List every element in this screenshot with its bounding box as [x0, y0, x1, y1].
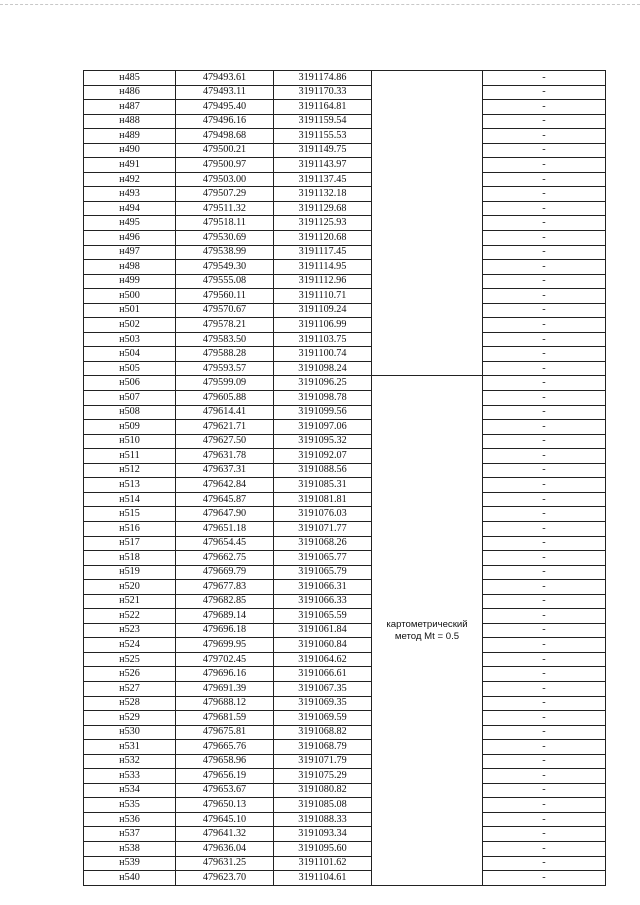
- point-id-cell: н530: [84, 725, 176, 740]
- table-row: [84, 536, 606, 551]
- y-coordinate-cell: 3191098.24: [274, 361, 372, 376]
- x-coordinate-cell: 479696.18: [176, 623, 274, 638]
- y-coordinate-cell: 3191066.61: [274, 667, 372, 682]
- table-row: [84, 449, 606, 464]
- note-cell: -: [483, 405, 606, 420]
- point-id-cell: н488: [84, 114, 176, 129]
- point-id-cell: н520: [84, 580, 176, 595]
- x-coordinate-cell: 479511.32: [176, 201, 274, 216]
- note-cell: -: [483, 318, 606, 333]
- y-coordinate-cell: 3191076.03: [274, 507, 372, 522]
- x-coordinate-cell: 479682.85: [176, 594, 274, 609]
- y-coordinate-cell: 3191103.75: [274, 332, 372, 347]
- point-id-cell: н508: [84, 405, 176, 420]
- y-coordinate-cell: 3191069.35: [274, 696, 372, 711]
- point-id-cell: н535: [84, 798, 176, 813]
- table-row: [84, 754, 606, 769]
- point-id-cell: н506: [84, 376, 176, 391]
- y-coordinate-cell: 3191064.62: [274, 652, 372, 667]
- point-id-cell: н503: [84, 332, 176, 347]
- y-coordinate-cell: 3191095.60: [274, 841, 372, 856]
- note-cell: -: [483, 303, 606, 318]
- y-coordinate-cell: 3191101.62: [274, 856, 372, 871]
- point-id-cell: н498: [84, 260, 176, 275]
- y-coordinate-cell: 3191114.95: [274, 260, 372, 275]
- note-cell: -: [483, 711, 606, 726]
- y-coordinate-cell: 3191071.79: [274, 754, 372, 769]
- x-coordinate-cell: 479493.11: [176, 85, 274, 100]
- y-coordinate-cell: 3191061.84: [274, 623, 372, 638]
- y-coordinate-cell: 3191110.71: [274, 289, 372, 304]
- y-coordinate-cell: 3191093.34: [274, 827, 372, 842]
- y-coordinate-cell: 3191095.32: [274, 434, 372, 449]
- point-id-cell: н524: [84, 638, 176, 653]
- table-row: [84, 71, 606, 86]
- note-cell: -: [483, 216, 606, 231]
- note-cell: -: [483, 231, 606, 246]
- point-id-cell: н526: [84, 667, 176, 682]
- y-coordinate-cell: 3191112.96: [274, 274, 372, 289]
- table-row: [84, 623, 606, 638]
- y-coordinate-cell: 3191120.68: [274, 231, 372, 246]
- note-cell: -: [483, 507, 606, 522]
- table-row: [84, 332, 606, 347]
- point-id-cell: н500: [84, 289, 176, 304]
- point-id-cell: н519: [84, 565, 176, 580]
- note-cell: -: [483, 100, 606, 115]
- y-coordinate-cell: 3191129.68: [274, 201, 372, 216]
- table-row: [84, 740, 606, 755]
- table-row: [84, 521, 606, 536]
- x-coordinate-cell: 479588.28: [176, 347, 274, 362]
- note-cell: -: [483, 696, 606, 711]
- y-coordinate-cell: 3191155.53: [274, 129, 372, 144]
- table-row: [84, 100, 606, 115]
- point-id-cell: н516: [84, 521, 176, 536]
- table-row: [84, 216, 606, 231]
- note-cell: -: [483, 681, 606, 696]
- point-id-cell: н486: [84, 85, 176, 100]
- point-id-cell: н492: [84, 172, 176, 187]
- method-label-line2: метод Mt = 0.5: [394, 630, 460, 642]
- table-row: [84, 681, 606, 696]
- y-coordinate-cell: 3191068.82: [274, 725, 372, 740]
- x-coordinate-cell: 479498.68: [176, 129, 274, 144]
- point-id-cell: н528: [84, 696, 176, 711]
- point-id-cell: н540: [84, 871, 176, 886]
- point-id-cell: н499: [84, 274, 176, 289]
- x-coordinate-cell: 479500.21: [176, 143, 274, 158]
- table-row: [84, 318, 606, 333]
- y-coordinate-cell: 3191080.82: [274, 783, 372, 798]
- method-label-line1: картометрический: [386, 619, 468, 631]
- note-cell: -: [483, 594, 606, 609]
- x-coordinate-cell: 479645.10: [176, 812, 274, 827]
- y-coordinate-cell: 3191092.07: [274, 449, 372, 464]
- point-id-cell: н532: [84, 754, 176, 769]
- table-row: [84, 420, 606, 435]
- note-cell: -: [483, 565, 606, 580]
- x-coordinate-cell: 479583.50: [176, 332, 274, 347]
- point-id-cell: н529: [84, 711, 176, 726]
- point-id-cell: н533: [84, 769, 176, 784]
- y-coordinate-cell: 3191067.35: [274, 681, 372, 696]
- table-row: [84, 361, 606, 376]
- point-id-cell: н521: [84, 594, 176, 609]
- point-id-cell: н509: [84, 420, 176, 435]
- table-row: [84, 478, 606, 493]
- point-id-cell: н523: [84, 623, 176, 638]
- x-coordinate-cell: 479642.84: [176, 478, 274, 493]
- table-row: [84, 769, 606, 784]
- x-coordinate-cell: 479496.16: [176, 114, 274, 129]
- x-coordinate-cell: 479530.69: [176, 231, 274, 246]
- x-coordinate-cell: 479631.78: [176, 449, 274, 464]
- x-coordinate-cell: 479605.88: [176, 391, 274, 406]
- x-coordinate-cell: 479518.11: [176, 216, 274, 231]
- x-coordinate-cell: 479560.11: [176, 289, 274, 304]
- y-coordinate-cell: 3191069.59: [274, 711, 372, 726]
- note-cell: -: [483, 841, 606, 856]
- x-coordinate-cell: 479645.87: [176, 492, 274, 507]
- table-row: [84, 507, 606, 522]
- note-cell: -: [483, 187, 606, 202]
- point-id-cell: н511: [84, 449, 176, 464]
- table-row: [84, 303, 606, 318]
- note-cell: -: [483, 289, 606, 304]
- point-id-cell: н525: [84, 652, 176, 667]
- x-coordinate-cell: 479681.59: [176, 711, 274, 726]
- y-coordinate-cell: 3191066.31: [274, 580, 372, 595]
- note-cell: -: [483, 376, 606, 391]
- method-cell-empty: [372, 71, 483, 376]
- x-coordinate-cell: 479636.04: [176, 841, 274, 856]
- note-cell: -: [483, 754, 606, 769]
- point-id-cell: н505: [84, 361, 176, 376]
- point-id-cell: н539: [84, 856, 176, 871]
- note-cell: -: [483, 652, 606, 667]
- note-cell: -: [483, 143, 606, 158]
- point-id-cell: н489: [84, 129, 176, 144]
- point-id-cell: н518: [84, 551, 176, 566]
- scan-edge-noise: [0, 4, 640, 9]
- point-id-cell: н493: [84, 187, 176, 202]
- coordinates-table: [83, 70, 606, 886]
- point-id-cell: н497: [84, 245, 176, 260]
- note-cell: -: [483, 274, 606, 289]
- y-coordinate-cell: 3191170.33: [274, 85, 372, 100]
- point-id-cell: н538: [84, 841, 176, 856]
- table-row: [84, 580, 606, 595]
- x-coordinate-cell: 479691.39: [176, 681, 274, 696]
- x-coordinate-cell: 479662.75: [176, 551, 274, 566]
- y-coordinate-cell: 3191096.25: [274, 376, 372, 391]
- note-cell: -: [483, 391, 606, 406]
- x-coordinate-cell: 479658.96: [176, 754, 274, 769]
- point-id-cell: н514: [84, 492, 176, 507]
- table-row: [84, 783, 606, 798]
- point-id-cell: н504: [84, 347, 176, 362]
- x-coordinate-cell: 479650.13: [176, 798, 274, 813]
- y-coordinate-cell: 3191099.56: [274, 405, 372, 420]
- note-cell: -: [483, 129, 606, 144]
- point-id-cell: н510: [84, 434, 176, 449]
- y-coordinate-cell: 3191071.77: [274, 521, 372, 536]
- x-coordinate-cell: 479637.31: [176, 463, 274, 478]
- note-cell: -: [483, 332, 606, 347]
- x-coordinate-cell: 479699.95: [176, 638, 274, 653]
- table-row: [84, 841, 606, 856]
- table-row: [84, 638, 606, 653]
- y-coordinate-cell: 3191117.45: [274, 245, 372, 260]
- y-coordinate-cell: 3191075.29: [274, 769, 372, 784]
- note-cell: -: [483, 245, 606, 260]
- y-coordinate-cell: 3191125.93: [274, 216, 372, 231]
- y-coordinate-cell: 3191085.08: [274, 798, 372, 813]
- table-row: [84, 696, 606, 711]
- x-coordinate-cell: 479688.12: [176, 696, 274, 711]
- y-coordinate-cell: 3191068.79: [274, 740, 372, 755]
- table-row: [84, 812, 606, 827]
- table-row: [84, 172, 606, 187]
- note-cell: -: [483, 420, 606, 435]
- note-cell: -: [483, 434, 606, 449]
- note-cell: -: [483, 667, 606, 682]
- y-coordinate-cell: 3191159.54: [274, 114, 372, 129]
- table-row: [84, 231, 606, 246]
- note-cell: -: [483, 856, 606, 871]
- point-id-cell: н507: [84, 391, 176, 406]
- y-coordinate-cell: 3191085.31: [274, 478, 372, 493]
- table-row: [84, 652, 606, 667]
- point-id-cell: н537: [84, 827, 176, 842]
- point-id-cell: н531: [84, 740, 176, 755]
- y-coordinate-cell: 3191143.97: [274, 158, 372, 173]
- y-coordinate-cell: 3191065.59: [274, 609, 372, 624]
- y-coordinate-cell: 3191097.06: [274, 420, 372, 435]
- table-row: [84, 551, 606, 566]
- x-coordinate-cell: 479641.32: [176, 827, 274, 842]
- y-coordinate-cell: 3191137.45: [274, 172, 372, 187]
- table-row: [84, 871, 606, 886]
- note-cell: -: [483, 463, 606, 478]
- table-row: [84, 594, 606, 609]
- note-cell: -: [483, 827, 606, 842]
- x-coordinate-cell: 479669.79: [176, 565, 274, 580]
- note-cell: -: [483, 449, 606, 464]
- y-coordinate-cell: 3191068.26: [274, 536, 372, 551]
- note-cell: -: [483, 623, 606, 638]
- note-cell: -: [483, 536, 606, 551]
- x-coordinate-cell: 479549.30: [176, 260, 274, 275]
- x-coordinate-cell: 479677.83: [176, 580, 274, 595]
- note-cell: -: [483, 638, 606, 653]
- x-coordinate-cell: 479578.21: [176, 318, 274, 333]
- point-id-cell: н527: [84, 681, 176, 696]
- table-row: [84, 463, 606, 478]
- x-coordinate-cell: 479599.09: [176, 376, 274, 391]
- table-row: [84, 856, 606, 871]
- method-cell: [372, 376, 483, 885]
- y-coordinate-cell: 3191065.77: [274, 551, 372, 566]
- table-row: [84, 434, 606, 449]
- table-row: [84, 114, 606, 129]
- x-coordinate-cell: 479647.90: [176, 507, 274, 522]
- y-coordinate-cell: 3191132.18: [274, 187, 372, 202]
- table-row: [84, 143, 606, 158]
- x-coordinate-cell: 479621.71: [176, 420, 274, 435]
- point-id-cell: н487: [84, 100, 176, 115]
- table-row: [84, 274, 606, 289]
- note-cell: -: [483, 201, 606, 216]
- x-coordinate-cell: 479623.70: [176, 871, 274, 886]
- x-coordinate-cell: 479689.14: [176, 609, 274, 624]
- y-coordinate-cell: 3191149.75: [274, 143, 372, 158]
- y-coordinate-cell: 3191174.86: [274, 71, 372, 86]
- x-coordinate-cell: 479653.67: [176, 783, 274, 798]
- table-row: [84, 129, 606, 144]
- note-cell: -: [483, 740, 606, 755]
- note-cell: -: [483, 478, 606, 493]
- note-cell: -: [483, 71, 606, 86]
- table-row: [84, 260, 606, 275]
- point-id-cell: н490: [84, 143, 176, 158]
- note-cell: -: [483, 725, 606, 740]
- table-row: [84, 711, 606, 726]
- coordinates-table-body: [84, 71, 606, 886]
- x-coordinate-cell: 479503.00: [176, 172, 274, 187]
- x-coordinate-cell: 479614.41: [176, 405, 274, 420]
- point-id-cell: н491: [84, 158, 176, 173]
- point-id-cell: н515: [84, 507, 176, 522]
- point-id-cell: н501: [84, 303, 176, 318]
- note-cell: -: [483, 521, 606, 536]
- note-cell: -: [483, 871, 606, 886]
- table-row: [84, 492, 606, 507]
- table-row: [84, 725, 606, 740]
- point-id-cell: н534: [84, 783, 176, 798]
- x-coordinate-cell: 479570.67: [176, 303, 274, 318]
- x-coordinate-cell: 479656.19: [176, 769, 274, 784]
- note-cell: -: [483, 172, 606, 187]
- x-coordinate-cell: 479702.45: [176, 652, 274, 667]
- x-coordinate-cell: 479654.45: [176, 536, 274, 551]
- table-row: [84, 565, 606, 580]
- table-row: [84, 827, 606, 842]
- y-coordinate-cell: 3191100.74: [274, 347, 372, 362]
- x-coordinate-cell: 479493.61: [176, 71, 274, 86]
- note-cell: -: [483, 609, 606, 624]
- note-cell: -: [483, 769, 606, 784]
- table-row: [84, 376, 606, 391]
- table-row: [84, 391, 606, 406]
- table-row: [84, 158, 606, 173]
- x-coordinate-cell: 479696.16: [176, 667, 274, 682]
- point-id-cell: н513: [84, 478, 176, 493]
- y-coordinate-cell: 3191066.33: [274, 594, 372, 609]
- y-coordinate-cell: 3191088.56: [274, 463, 372, 478]
- x-coordinate-cell: 479500.97: [176, 158, 274, 173]
- note-cell: -: [483, 361, 606, 376]
- y-coordinate-cell: 3191065.79: [274, 565, 372, 580]
- note-cell: -: [483, 783, 606, 798]
- y-coordinate-cell: 3191164.81: [274, 100, 372, 115]
- table-row: [84, 405, 606, 420]
- point-id-cell: н522: [84, 609, 176, 624]
- note-cell: -: [483, 551, 606, 566]
- x-coordinate-cell: 479593.57: [176, 361, 274, 376]
- table-row: [84, 798, 606, 813]
- table-row: [84, 187, 606, 202]
- note-cell: -: [483, 85, 606, 100]
- x-coordinate-cell: 479665.76: [176, 740, 274, 755]
- point-id-cell: н502: [84, 318, 176, 333]
- table-row: [84, 609, 606, 624]
- x-coordinate-cell: 479675.81: [176, 725, 274, 740]
- note-cell: -: [483, 347, 606, 362]
- y-coordinate-cell: 3191081.81: [274, 492, 372, 507]
- x-coordinate-cell: 479651.18: [176, 521, 274, 536]
- y-coordinate-cell: 3191109.24: [274, 303, 372, 318]
- point-id-cell: н512: [84, 463, 176, 478]
- x-coordinate-cell: 479555.08: [176, 274, 274, 289]
- table-row: [84, 347, 606, 362]
- point-id-cell: н517: [84, 536, 176, 551]
- point-id-cell: н494: [84, 201, 176, 216]
- y-coordinate-cell: 3191104.61: [274, 871, 372, 886]
- y-coordinate-cell: 3191060.84: [274, 638, 372, 653]
- x-coordinate-cell: 479631.25: [176, 856, 274, 871]
- note-cell: -: [483, 580, 606, 595]
- note-cell: -: [483, 260, 606, 275]
- note-cell: -: [483, 492, 606, 507]
- x-coordinate-cell: 479627.50: [176, 434, 274, 449]
- table-row: [84, 85, 606, 100]
- y-coordinate-cell: 3191098.78: [274, 391, 372, 406]
- point-id-cell: н485: [84, 71, 176, 86]
- note-cell: -: [483, 158, 606, 173]
- y-coordinate-cell: 3191088.33: [274, 812, 372, 827]
- note-cell: -: [483, 798, 606, 813]
- x-coordinate-cell: 479495.40: [176, 100, 274, 115]
- x-coordinate-cell: 479507.29: [176, 187, 274, 202]
- table-row: [84, 289, 606, 304]
- note-cell: -: [483, 812, 606, 827]
- x-coordinate-cell: 479538.99: [176, 245, 274, 260]
- point-id-cell: н536: [84, 812, 176, 827]
- y-coordinate-cell: 3191106.99: [274, 318, 372, 333]
- point-id-cell: н496: [84, 231, 176, 246]
- table-row: [84, 667, 606, 682]
- note-cell: -: [483, 114, 606, 129]
- table-row: [84, 245, 606, 260]
- point-id-cell: н495: [84, 216, 176, 231]
- table-row: [84, 201, 606, 216]
